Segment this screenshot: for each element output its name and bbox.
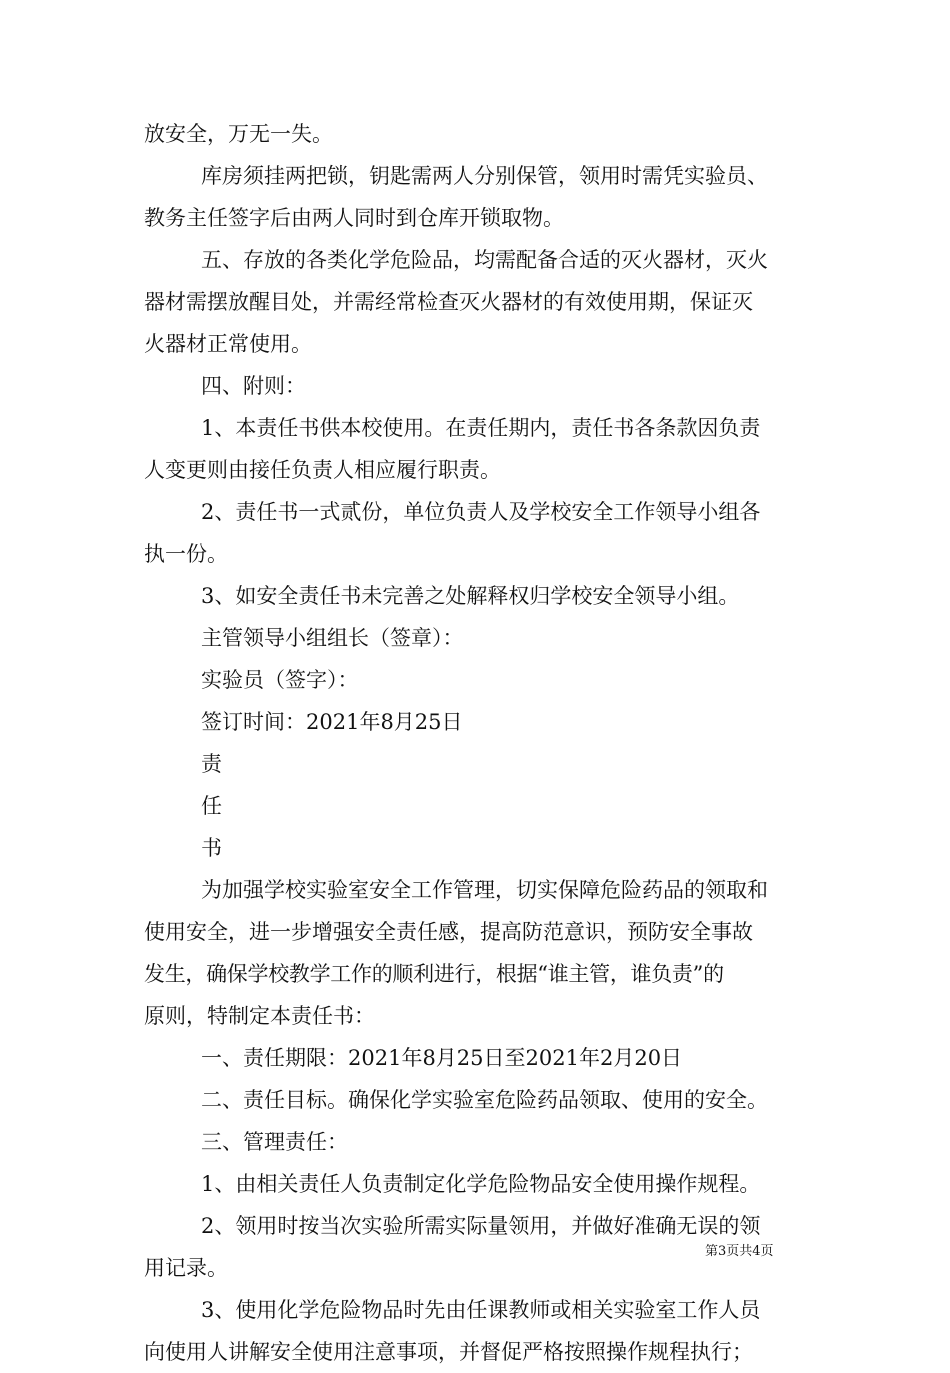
text-line: 五、存放的各类化学危险品，均需配备合适的灭火器材，灭火 — [201, 248, 768, 272]
text-line: 库房须挂两把锁，钥匙需两人分别保管，领用时需凭实验员、 — [201, 164, 768, 188]
text-line: 2、责任书一式贰份，单位负责人及学校安全工作领导小组各 — [201, 500, 761, 524]
text-line: 1、由相关责任人负责制定化学危险物品安全使用操作规程。 — [201, 1172, 761, 1196]
document-body — [144, 113, 816, 1373]
title-char: 任 — [201, 794, 222, 818]
text-line: 用记录。 — [144, 1256, 228, 1280]
text-line: 器材需摆放醒目处，并需经常检查灭火器材的有效使用期，保证灭 — [144, 290, 753, 314]
text-line: 人变更则由接任负责人相应履行职责。 — [144, 458, 501, 482]
text-line: 1、本责任书供本校使用。在责任期内，责任书各条款因负责 — [201, 416, 761, 440]
section-heading: 四、附则： — [201, 374, 306, 398]
signature-line-leader: 主管领导小组组长（签章）： — [201, 626, 464, 650]
text-line: 原则，特制定本责任书： — [144, 1004, 375, 1028]
text-line: 发生，确保学校教学工作的顺利进行，根据“谁主管，谁负责”的 — [144, 962, 724, 986]
title-char: 书 — [201, 836, 222, 860]
text-line: 火器材正常使用。 — [144, 332, 312, 356]
page-number: 第3页共4页 — [705, 1244, 774, 1259]
text-line: 教务主任签字后由两人同时到仓库开锁取物。 — [144, 206, 564, 230]
text-line: 3、如安全责任书未完善之处解释权归学校安全领导小组。 — [201, 584, 740, 608]
title-char: 责 — [201, 752, 222, 776]
section-heading: 三、管理责任： — [201, 1130, 348, 1154]
signing-date: 签订时间：2021年8月25日 — [201, 710, 463, 734]
text-line: 执一份。 — [144, 542, 228, 566]
text-line: 2、领用时按当次实验所需实际量领用，并做好准确无误的领 — [201, 1214, 761, 1238]
text-line: 为加强学校实验室安全工作管理，切实保障危险药品的领取和 — [201, 878, 768, 902]
text-line: 3、使用化学危险物品时先由任课教师或相关实验室工作人员 — [201, 1298, 761, 1322]
text-line: 一、责任期限：2021年8月25日至2021年2月20日 — [201, 1046, 683, 1070]
text-line: 二、责任目标。确保化学实验室危险药品领取、使用的安全。 — [201, 1088, 768, 1112]
text-line: 使用安全，进一步增强安全责任感，提高防范意识，预防安全事故 — [144, 920, 753, 944]
text-line: 向使用人讲解安全使用注意事项，并督促严格按照操作规程执行； — [144, 1340, 753, 1364]
text-line: 放安全，万无一失。 — [144, 122, 333, 146]
signature-line-lab-staff: 实验员（签字）： — [201, 668, 359, 692]
